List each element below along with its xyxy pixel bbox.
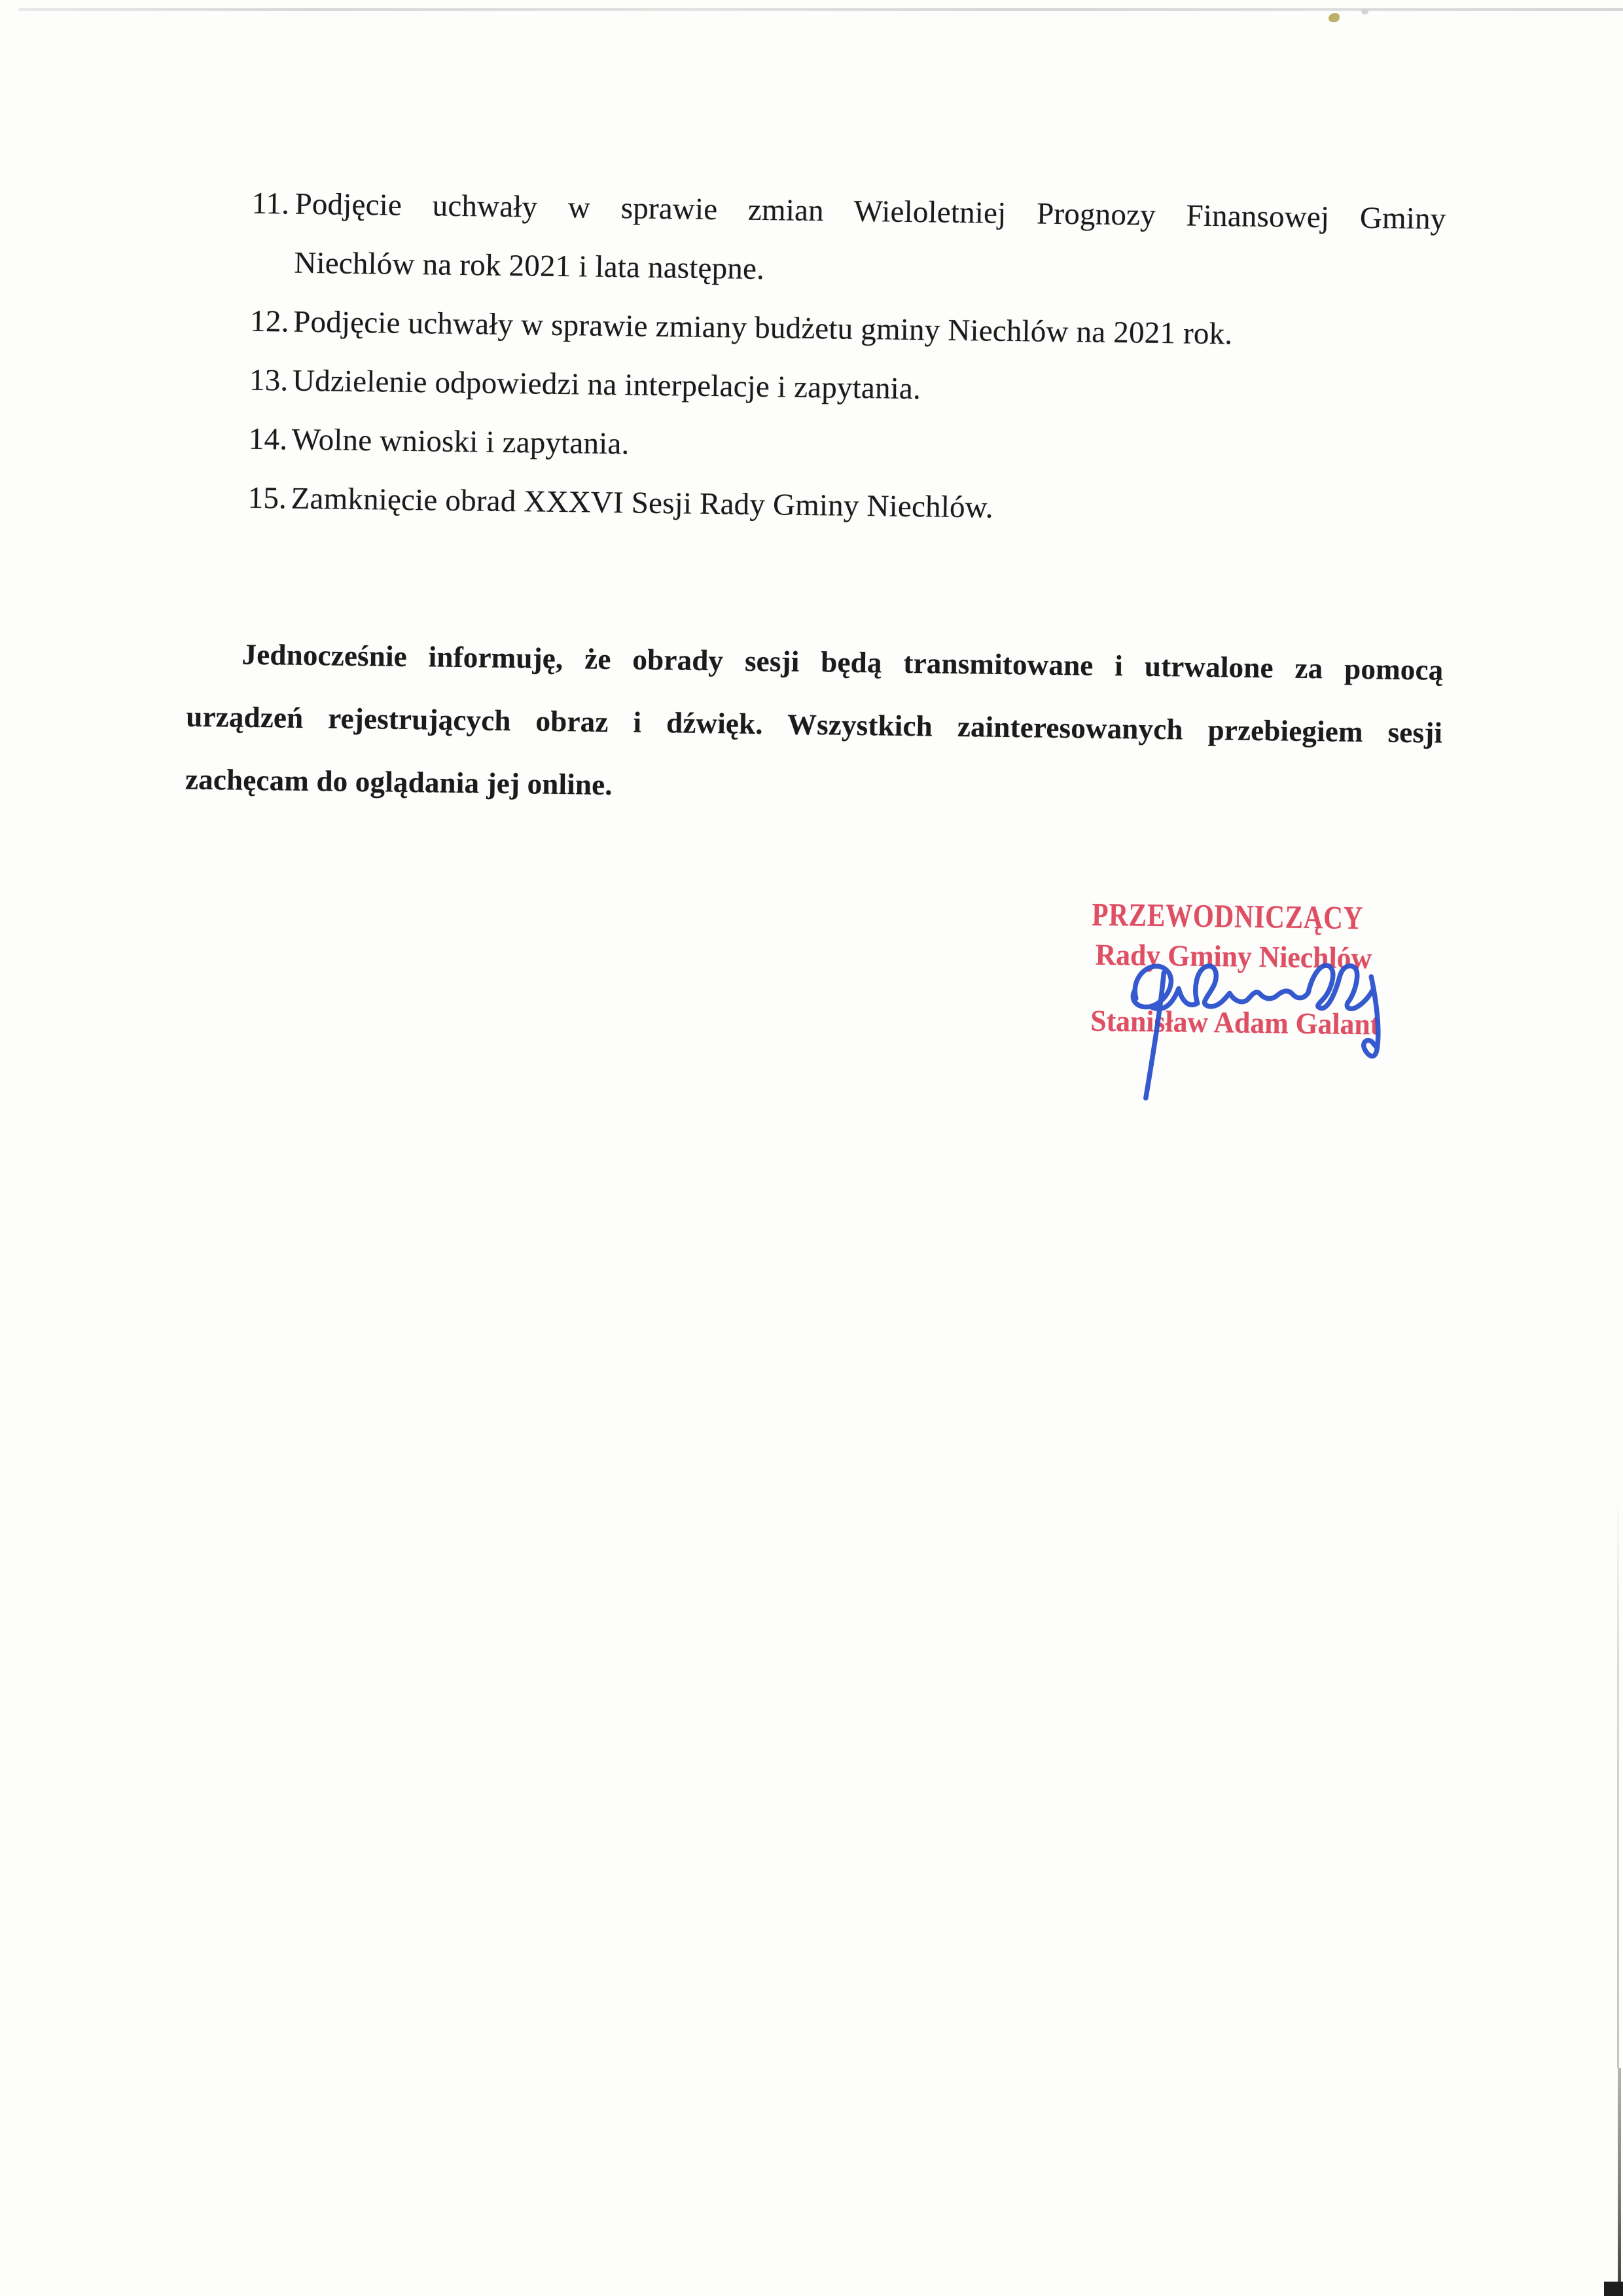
agenda-list [247, 174, 1446, 543]
item-number: 11. [251, 186, 290, 221]
item-number: 12. [249, 304, 289, 339]
item-text: Wolne wnioski i zapytania. [291, 422, 630, 461]
item-text: Zamknięcie obrad XXXVI Sesji Rady Gminy Niechlów. [291, 481, 994, 525]
list-item-line: Niechlów na rok 2021 i lata następne. [294, 245, 765, 287]
item-number: 15. [247, 480, 287, 516]
signature-icon [1094, 933, 1397, 1126]
list-item [251, 174, 1446, 308]
paragraph-line: Jednocześnie informuję, że obrady sesji będą transmitowane i utrwalone za pomocą [241, 637, 1444, 687]
closing-paragraph [185, 622, 1444, 827]
item-text: Udzielenie odpowiedzi na interpelacje i zapytania. [292, 363, 921, 406]
item-text: Podjęcie uchwały w sprawie zmiany budżetu gminy Niechlów na 2021 rok. [293, 304, 1233, 351]
item-text: Podjęcie uchwały w sprawie zmian Wieloletniej Prognozy Finansowej Gminy [294, 187, 1446, 236]
scan-artifact-corner-mark [1604, 2282, 1623, 2296]
scan-artifact-speck [1361, 9, 1368, 14]
stamp-title: PRZEWODNICZĄCY [1092, 895, 1364, 937]
signature-stroke [1132, 963, 1379, 1101]
scan-artifact-edge-streak [1618, 2068, 1621, 2296]
stamp-name: Stanisław Adam Galant [1090, 1003, 1380, 1041]
scan-artifact-edge-streak [1617, 1492, 1619, 2068]
paragraph-line: zachęcam do oglądania jej online. [185, 762, 613, 802]
stamp-organization: Rady Gminy Niechlów [1095, 937, 1372, 975]
item-number: 13. [249, 363, 289, 398]
paragraph-line: urządzeń rejestrujących obraz i dźwięk. Wszystkich zainteresowanych przebiegiem sesji [186, 700, 1443, 749]
item-number: 14. [248, 422, 288, 457]
